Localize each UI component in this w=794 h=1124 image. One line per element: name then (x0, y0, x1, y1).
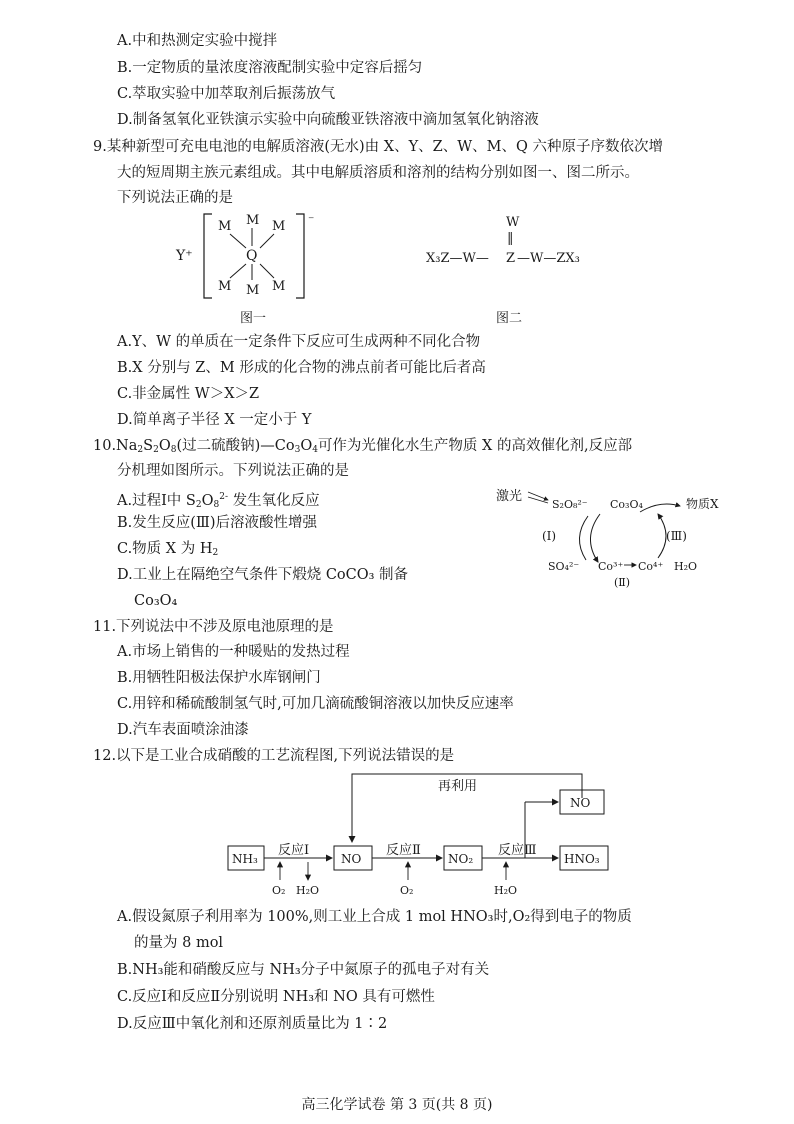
h2o-label-2: H₂O (494, 884, 518, 897)
q9-option-c: C.非金属性 W＞X＞Z (117, 386, 260, 402)
q12-option-c: C.反应Ⅰ和反应Ⅱ分别说明 NH₃和 NO 具有可燃性 (117, 989, 435, 1005)
fig1-atom-m: M (246, 283, 260, 298)
q10-option-b: B.发生反应(Ⅲ)后溶液酸性增强 (117, 515, 318, 531)
q8-option-a: A.中和热测定实验中搅拌 (117, 33, 278, 49)
q12-option-a-line1: A.假设氮原子利用率为 100%,则工业上合成 1 mol HNO₃时,O₂得到电子的物质 (117, 909, 632, 925)
cycle-arrow-right (658, 514, 666, 558)
q9-figure-1 (170, 206, 340, 330)
q10-stem-line2: 分机理如图所示。下列说法正确的是 (117, 463, 349, 479)
q10-option-a: A.过程Ⅰ中 $S_2O_8^{2-}$ 发生氧化反应 (117, 492, 320, 510)
q12-option-d: D.反应Ⅲ中氧化剂和还原剂质量比为 1∶2 (117, 1016, 388, 1032)
reaction-1-label: 反应Ⅰ (278, 843, 310, 858)
o2-label-2: O₂ (400, 884, 414, 897)
fig1-charge: ⁻ (308, 213, 315, 227)
fig1-atom-m: M (218, 219, 232, 234)
fig1-cation: Y⁺ (176, 248, 193, 264)
q11-option-d: D.汽车表面喷涂油漆 (117, 722, 249, 738)
q8-option-b: B.一定物质的量浓度溶液配制实验中定容后摇匀 (117, 60, 423, 76)
q11-option-b: B.用牺牲阳极法保护水库钢闸门 (117, 670, 321, 686)
cycle-arrow-left-inner (579, 516, 588, 560)
q9-stem-line3: 下列说法正确的是 (117, 190, 233, 206)
q11-stem: 11.下列说法中不涉及原电池原理的是 (93, 619, 334, 635)
no-label: NO (341, 852, 362, 866)
cycle-arrow-left (590, 514, 600, 562)
fig2-top-atom: W (506, 215, 520, 230)
reaction-3-label: 反应Ⅲ (498, 843, 537, 858)
fig1-center-atom: Q (246, 248, 258, 264)
q10-mechanism-diagram (490, 486, 740, 590)
s2o8-label: S₂O₈²⁻ (552, 498, 588, 511)
fig2-double-bond: ‖ (507, 231, 514, 246)
q10-stem-line1: $10.Na_2S_2O_8$(过二硫酸钠)$—Co_3O_4$可作为光催化水生产物质 X 的高效催化剂,反应部 (93, 438, 633, 455)
h2o-label: H₂O (296, 884, 320, 897)
fig1-right-bracket (296, 214, 304, 298)
product-arrow (640, 504, 680, 512)
q9-option-a: A.Y、W 的单质在一定条件下反应可生成两种不同化合物 (117, 334, 481, 350)
q9-option-b: B.X 分别与 Z、M 形成的化合物的沸点前者可能比后者高 (117, 360, 486, 376)
co3-label: Co³⁺ (598, 560, 624, 573)
q8-option-d: D.制备氢氧化亚铁演示实验中向硫酸亚铁溶液中滴加氢氧化钠溶液 (117, 112, 539, 128)
step-2-label: (Ⅱ) (614, 576, 631, 589)
co4-label: Co⁴⁺ (638, 560, 664, 573)
q9-option-d: D.简单离子半径 X 一定小于 Y (117, 412, 312, 428)
co3o4-label: Co₃O₄ (610, 498, 643, 511)
step-3-label: (Ⅲ) (666, 529, 687, 543)
so4-label: SO₄²⁻ (548, 560, 580, 573)
q10-option-d-line2: Co₃O₄ (134, 593, 178, 609)
fig2-center-atom: Z (506, 251, 516, 266)
fig1-atom-m: M (246, 213, 260, 228)
page-footer: 高三化学试卷 第 3 页(共 8 页) (301, 1097, 493, 1113)
h2o-label: H₂O (674, 560, 698, 573)
hno3-label: HNO₃ (564, 852, 600, 866)
fig2-caption: 图二 (496, 311, 523, 326)
no-recycle-label: NO (570, 796, 591, 810)
fig1-atom-m: M (218, 279, 232, 294)
fig1-left-bracket (204, 214, 212, 298)
q9-stem-line1: 9.某种新型可充电电池的电解质溶液(无水)由 X、Y、Z、W、M、Q 六种原子序数依次增 (93, 139, 663, 155)
step-1-label: (Ⅰ) (542, 529, 557, 543)
q12-option-a-line2: 的量为 8 mol (134, 935, 224, 951)
fig2-left-group: X₃Z—W— (426, 251, 489, 266)
q12-process-flow (220, 768, 620, 898)
q11-option-c: C.用锌和稀硫酸制氢气时,可加几滴硫酸铜溶液以加快反应速率 (117, 696, 514, 712)
fig1-atom-m: M (272, 219, 286, 234)
no2-label: NO₂ (448, 852, 474, 866)
substance-x-label: 物质X (686, 497, 719, 511)
nh3-label: NH₃ (232, 852, 258, 866)
q9-figure-2 (420, 206, 610, 330)
recycle-label: 再利用 (438, 779, 478, 794)
fig1-atom-m: M (272, 279, 286, 294)
q10-option-c: C.物质 X 为 $H_2$ (117, 541, 219, 558)
q9-stem-line2: 大的短周期主族元素组成。其中电解质溶质和溶剂的结构分别如图一、图二所示。 (117, 165, 639, 181)
laser-arrows (528, 492, 548, 503)
reaction-2-label: 反应Ⅱ (386, 843, 421, 858)
q12-stem: 12.以下是工业合成硝酸的工艺流程图,下列说法错误的是 (93, 748, 455, 764)
q11-option-a: A.市场上销售的一种暖贴的发热过程 (117, 644, 350, 660)
fig2-right-group: —W—ZX₃ (517, 251, 580, 266)
laser-label: 激光 (496, 489, 523, 504)
q12-option-b: B.NH₃能和硝酸反应与 NH₃分子中氮原子的孤电子对有关 (117, 962, 490, 978)
fig1-caption: 图一 (240, 311, 267, 326)
q10-option-d-line1: D.工业上在隔绝空气条件下煅烧 CoCO₃ 制备 (117, 567, 409, 583)
o2-label: O₂ (272, 884, 286, 897)
q8-option-c: C.萃取实验中加萃取剂后振荡放气 (117, 86, 336, 102)
